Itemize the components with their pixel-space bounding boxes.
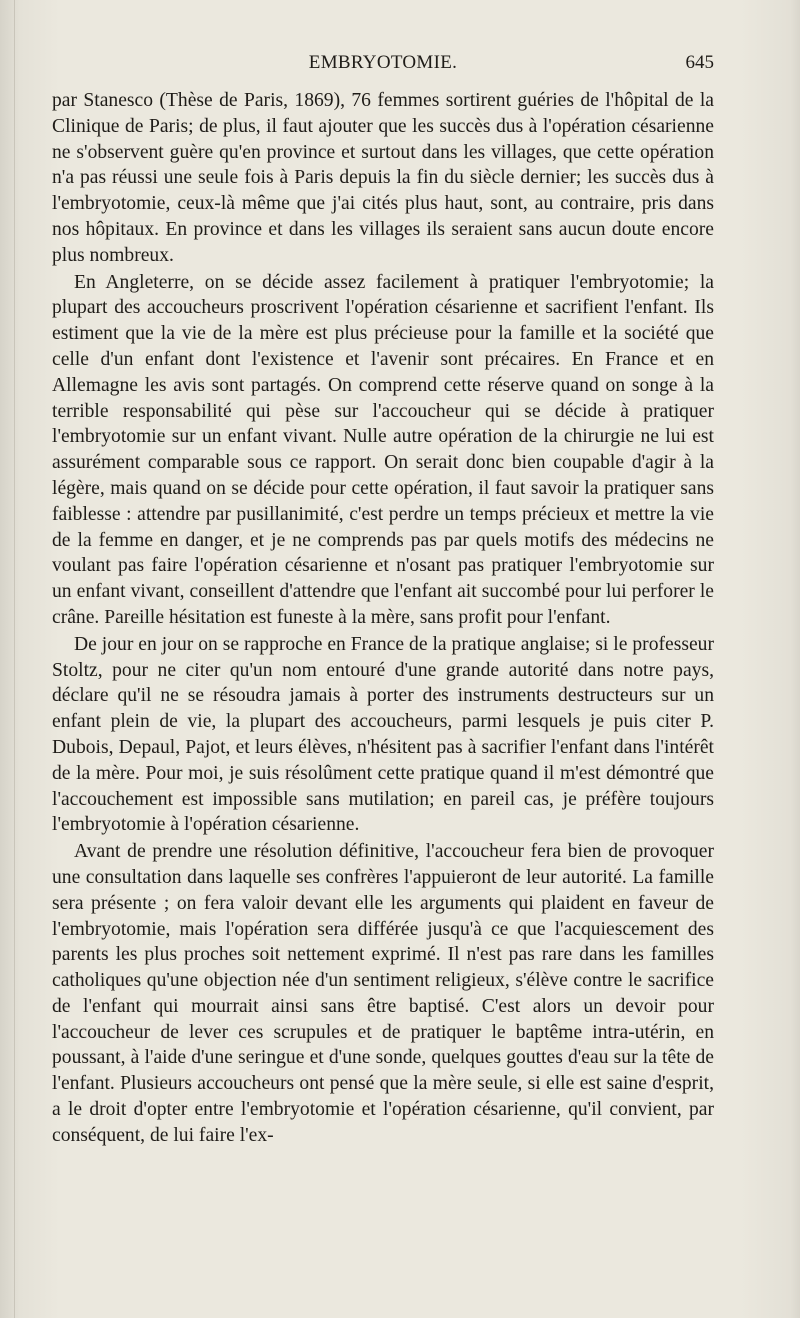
paragraph-1: par Stanesco (Thèse de Paris, 1869), 76 femmes sortirent guéries de l'hôpital de la Clinique de Paris; de plus, il faut ajouter que les succès dus à l'opération césarienne ne s'observent guère qu'en province et surtout dans les villages, que cette opération n'a pas réussi une seule fois à Paris depuis la fin du siècle dernier; les succès dus à l'embryotomie, ceux-là même que j'ai cités plus haut, sont, au contraire, pris dans nos hôpitaux. En province et dans les villages ils seraient sans aucun doute encore plus nombreux. bbox=[52, 90, 714, 266]
page-fold-line bbox=[14, 0, 15, 1318]
page-header bbox=[52, 52, 714, 80]
paragraph-2: En Angleterre, on se décide assez facilement à pratiquer l'embryotomie; la plupart des accoucheurs proscrivent l'opération césarienne et sacrifient l'enfant. Ils estiment que la vie de la mère est plus précieuse pour la famille et la société que celle d'un enfant dont l'existence et l'avenir sont précaires. En France et en Allemagne les avis sont partagés. On comprend cette réserve quand on songe à la terrible responsabilité qui pèse sur l'accoucheur qui se décide à pratiquer l'embryotomie sur un enfant vivant. Nulle autre opération de la chirurgie ne lui est assurément comparable sous ce rapport. On serait donc bien coupable d'agir à la légère, mais quand on se décide pour cette opération, il faut savoir la pratiquer sans faiblesse : attendre par pusillanimité, c'est perdre un temps précieux et mettre la vie de la femme en danger, et je ne comprends pas par quels motifs des médecins ne voulant pas faire l'opération césarienne et n'osant pas pratiquer l'embryotomie sur un enfant vivant, conseillent d'attendre que l'enfant ait succombé pour lui perforer le crâne. Pareille hésitation est funeste à la mère, sans profit pour l'enfant. bbox=[52, 271, 714, 628]
running-title: EMBRYOTOMIE. bbox=[308, 52, 458, 73]
body-text bbox=[52, 88, 714, 1150]
paragraph-3: De jour en jour on se rapproche en France de la pratique anglaise; si le professeur Stoltz, pour ne citer qu'un nom entouré d'une grande autorité dans notre pays, déclare qu'il ne se résoudra jamais à porter des instruments destructeurs sur un enfant plein de vie, la plupart des accoucheurs, parmi lesquels je puis citer P. Dubois, Depaul, Pajot, et leurs élèves, n'hésitent pas à sacrifier l'enfant dans l'intérêt de la mère. Pour moi, je suis résolûment cette pratique quand il m'est démontré que l'accouchement est impossible sans mutilation; en pareil cas, je préfère toujours l'embryotomie à l'opération césarienne. bbox=[52, 633, 714, 836]
page-number: 645 bbox=[685, 52, 714, 73]
paragraph-4: Avant de prendre une résolution définitive, l'accoucheur fera bien de provoquer une consultation dans laquelle ses confrères l'appuieront de leur autorité. La famille sera présente ; on fera valoir devant elle les arguments qui plaident en faveur de l'embryotomie, mais l'opération sera différée jusqu'à ce que l'acquiescement des parents les plus proches soit nettement exprimé. Il n'est pas rare dans les familles catholiques qu'une objection née d'un sentiment religieux, s'élève contre le sacrifice de l'enfant qui mourrait ainsi sans être baptisé. C'est alors un devoir pour l'accoucheur de lever ces scrupules et de pratiquer le baptême intra-utérin, en poussant, à l'aide d'une seringue et d'une sonde, quelques gouttes d'eau sur la tête de l'enfant. Plusieurs accoucheurs ont pensé que la mère seule, si elle est saine d'esprit, a le droit d'opter entre l'embryotomie et l'opération césarienne, qu'il convient, par conséquent, de lui faire l'ex- bbox=[52, 841, 714, 1146]
